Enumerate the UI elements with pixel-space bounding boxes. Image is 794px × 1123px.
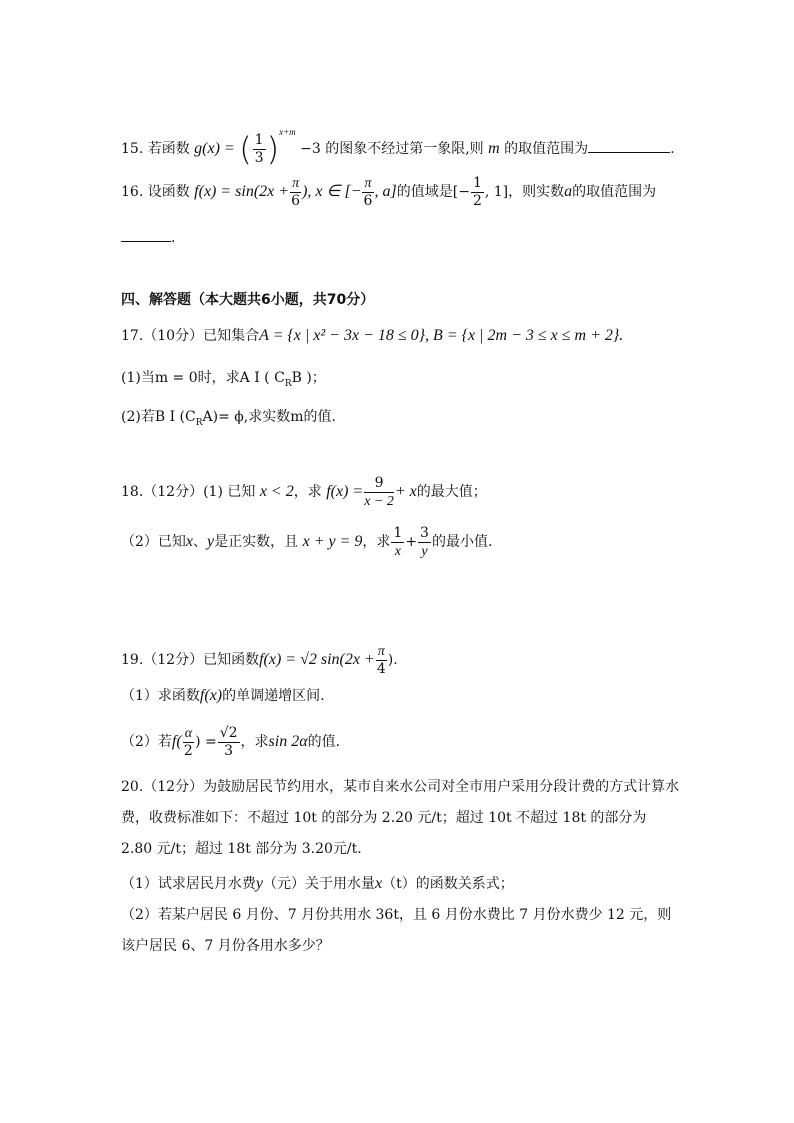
q17-sets: A = {x | x² − 3x − 18 ≤ 0}, B = {x | 2m − 3 ≤ x ≤ m + 2}.	[259, 327, 624, 344]
q19-frac	[376, 643, 387, 678]
q19-p2b: ，求	[240, 734, 269, 750]
q15-text: 若函数	[147, 141, 190, 157]
q20-part1	[121, 874, 514, 894]
q18-part2	[121, 522, 492, 562]
q18-p2d: 的最小值.	[431, 534, 493, 550]
q20-p1c: （t）的函数关系式；	[382, 876, 514, 892]
q17-p1b: B )；	[291, 370, 326, 386]
q15-right-paren: )	[266, 130, 280, 168]
q18-func: f(x) =	[326, 483, 364, 500]
q15-text2: 的图象不经过第一象限,则	[325, 141, 484, 157]
q20-part2: （2）若某户居民 6 月份、7 月份共用水 36t，且 6 月份水费比 7 月份水费少 12 元，则该户居民 6、7 月份各用水多少？	[121, 907, 672, 954]
q16-answer-blank	[121, 241, 171, 242]
q15-fraction	[253, 132, 266, 167]
q17-sub-r2: R	[195, 417, 203, 428]
q16-mid2: , a]	[374, 183, 397, 200]
q18-p2c: ，求	[362, 534, 391, 550]
q17-p2: (2)若B I (C	[121, 409, 196, 425]
q19-frac-sqrt	[218, 725, 240, 760]
q15-left-paren: (	[239, 130, 252, 168]
q19-p2: （2）若	[121, 734, 172, 750]
q18-x: x	[185, 533, 194, 550]
q16-var: a	[564, 183, 573, 200]
q16-range2: , 1]	[484, 184, 509, 200]
q19-func: f(x) = √2 sin(2x +	[259, 651, 375, 668]
q17-head: 17.（10分）已知集合	[121, 328, 260, 344]
q15-minus: −3	[300, 141, 321, 157]
q19-alpha: α	[184, 725, 193, 741]
question-19	[121, 640, 398, 680]
q19-p2c: 的值.	[307, 734, 341, 750]
q18-mid: ，求	[293, 484, 322, 500]
q19-sin: sin 2α	[268, 733, 308, 750]
q15-func: g(x) =	[194, 140, 235, 157]
q19-p1b: 的单调递增区间.	[222, 688, 325, 704]
q18-p2b: 是正实数，且	[214, 534, 299, 550]
q20-y: y	[255, 875, 264, 892]
q17-part2	[121, 407, 336, 433]
q16-mid: ), x ∈ [−	[302, 183, 362, 200]
question-18	[121, 472, 487, 512]
q18-end: 的最大值；	[416, 484, 487, 500]
q18-y-den: y	[421, 543, 428, 559]
q18-y: y	[207, 533, 215, 550]
q18-x-den: x	[394, 543, 401, 559]
q16-pi-b: π	[364, 175, 372, 191]
q17-p2b: A)= ϕ,求实数m的值.	[202, 409, 336, 425]
q19-p1: （1）求函数	[121, 688, 200, 704]
q16-pi: π	[292, 175, 300, 191]
q16-text: 设函数	[147, 184, 190, 200]
q16-frac-pi6	[290, 175, 301, 210]
q15-frac-den: 3	[254, 149, 264, 166]
q16-frac-pi6-b	[362, 175, 373, 210]
q18-plus: +	[405, 534, 418, 550]
q19-frac-alpha	[183, 725, 194, 760]
q17-part1	[121, 368, 326, 394]
q16-post2: 的取值范围为	[572, 184, 657, 200]
q19-two: 2	[183, 742, 193, 759]
q18-fraction	[364, 475, 394, 510]
q15-number: 15.	[121, 141, 144, 157]
q19-pi: π	[377, 643, 385, 659]
q19-sqrt2: √2	[219, 724, 238, 741]
q15-frac-num: 1	[254, 131, 264, 148]
question-15	[121, 112, 675, 168]
q18-frac-1x	[391, 525, 404, 560]
q19-four: 4	[376, 660, 386, 677]
q16-end: .	[171, 230, 176, 246]
q18-den: x − 2	[364, 493, 394, 509]
q16-six-b: 6	[363, 192, 373, 209]
q18-sum: x + y = 9	[302, 533, 363, 550]
q15-answer-blank	[588, 152, 670, 153]
q20-p1: （1）试求居民月水费	[121, 876, 256, 892]
q18-one: 1	[393, 524, 403, 541]
q16-one: 1	[472, 174, 482, 191]
q17-sub-r1: R	[284, 378, 292, 389]
q18-nine: 9	[364, 475, 394, 493]
q16-six: 6	[291, 192, 301, 209]
q19-eq: ) =	[195, 734, 217, 750]
q19-part1	[121, 686, 325, 706]
q18-three: 3	[420, 524, 429, 541]
q16-number: 16.	[121, 184, 144, 200]
q18-sep: 、	[193, 534, 208, 550]
q20-intro: 20.（12分）为鼓励居民节约用水，某市自来水公司对全市用户采用分段计费的方式计算水费，收费标准如下：不超过 10t 的部分为 2.20 元/t；超过 10t 不超过 18t 的部分为 2.80 元/t；超过 18t 部分为 3.20元/t.	[121, 779, 680, 857]
q15-end: .	[670, 141, 675, 157]
q17-p1: (1)当m = 0时，求A I ( C	[121, 370, 285, 386]
q18-frac-3y	[418, 525, 431, 560]
q19-three: 3	[224, 742, 234, 759]
question-17	[121, 326, 623, 346]
q19-f: f(	[171, 733, 182, 750]
q15-exponent: x+m	[279, 127, 296, 137]
q19-fx: f(x)	[199, 687, 223, 704]
q18-p2a: （2）已知	[121, 534, 186, 550]
q18-head: 18.（12分）(1) 已知	[121, 484, 256, 500]
q15-text3: 的取值范围为	[504, 141, 589, 157]
q19-part2	[121, 722, 340, 762]
q16-frac-half	[471, 175, 484, 210]
section-4-heading: 四、解答题（本大题共6小题，共70分）	[121, 292, 375, 308]
q16-post: ，则实数	[508, 184, 565, 200]
q16-answer-line	[121, 228, 175, 248]
q18-cond: x < 2	[259, 483, 294, 500]
q20-p1b: （元）关于用水量	[263, 876, 376, 892]
question-16	[121, 172, 656, 212]
q19-close: ).	[387, 652, 398, 668]
q20-x: x	[375, 875, 383, 892]
q16-two: 2	[472, 192, 482, 209]
q16-range1: 的值域是[−	[396, 184, 470, 200]
q16-func: f(x) = sin(2x +	[194, 183, 290, 200]
q15-var: m	[488, 140, 500, 157]
q18-tail: + x	[394, 483, 417, 500]
q19-head: 19.（12分）已知函数	[121, 652, 260, 668]
